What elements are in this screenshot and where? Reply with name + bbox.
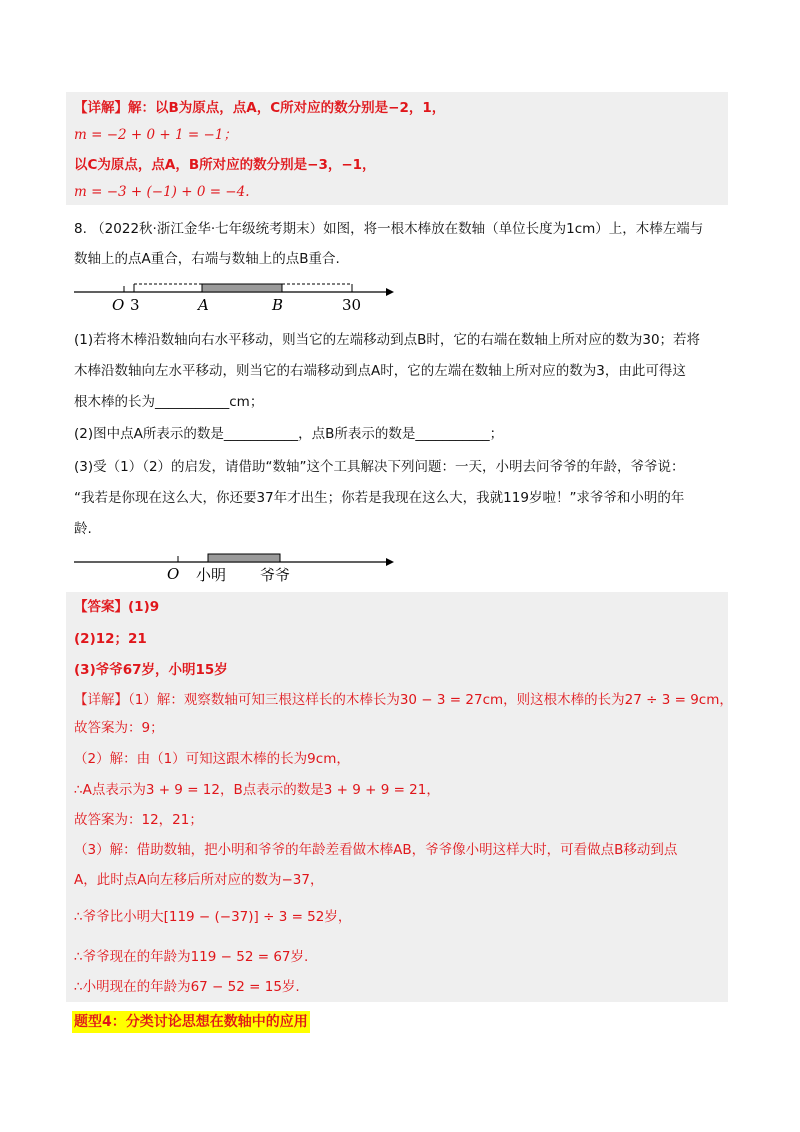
age-stick-rect bbox=[208, 554, 280, 562]
detail-line-1: 【详解】（1）解：观察数轴可知三根这样长的木棒长为30 − 3 = 27cm，则这根木棒的长为27 ÷ 3 = 9cm， bbox=[74, 692, 733, 708]
detail-line-8: ∴爷爷比小明大[119 − (−37)] ÷ 3 = 52岁， bbox=[74, 909, 352, 925]
part3-line-1: (3)受（1）（2）的启发，请借助“数轴”这个工具解决下列问题：一天，小明去问爷爷的年龄，爷爷说： bbox=[74, 459, 685, 475]
section-title: 题型4：分类讨论思想在数轴中的应用 bbox=[72, 1011, 310, 1033]
number-line-diagram-2 bbox=[74, 550, 394, 586]
detail-line-10: ∴小明现在的年龄为67 − 52 = 15岁. bbox=[74, 979, 300, 995]
detail-line-2: 故答案为：9； bbox=[74, 720, 164, 736]
answer-line-3: (3)爷爷67岁，小明15岁 bbox=[74, 662, 228, 678]
label-o: O bbox=[112, 296, 125, 314]
label-a: A bbox=[198, 296, 209, 314]
label-xiaoming: 小明 bbox=[196, 566, 227, 584]
question-line-1: 8. （2022秋·浙江金华·七年级统考期末）如图，将一根木棒放在数轴（单位长度为1cm）上，木棒左端与 bbox=[74, 221, 704, 237]
explanation-line-2: m = −2 + 0 + 1 = −1； bbox=[74, 127, 237, 143]
detail-line-7: A，此时点A向左移后所对应的数为−37， bbox=[74, 872, 324, 888]
part3-line-2: “我若是你现在这么大，你还要37年才出生；你若是我现在这么大，我就119岁啦！”求爷爷和小明的年 bbox=[74, 490, 685, 506]
stick-rect bbox=[202, 284, 282, 292]
part1-line-2: 木棒沿数轴向左水平移动，则当它的右端移动到点A时，它的左端在数轴上所对应的数为3，由此可得这 bbox=[74, 363, 686, 379]
detail-line-3: （2）解：由（1）可知这跟木棒的长为9cm， bbox=[74, 751, 350, 767]
question-line-2: 数轴上的点A重合，右端与数轴上的点B重合. bbox=[74, 251, 340, 267]
number-line-diagram-1 bbox=[74, 278, 394, 318]
label-b: B bbox=[272, 296, 284, 314]
part1-line-3: 根木棒的长为___________cm； bbox=[74, 394, 264, 410]
part2-line: (2)图中点A所表示的数是___________，点B所表示的数是___________； bbox=[74, 426, 504, 442]
detail-line-4: ∴A点表示为3 + 9 = 12，B点表示的数是3 + 9 + 9 = 21， bbox=[74, 782, 440, 798]
label-o-2: O bbox=[167, 565, 180, 583]
label-3: 3 bbox=[130, 296, 140, 314]
explanation-line-4: m = −3 + (−1) + 0 = −4. bbox=[74, 184, 250, 200]
detail-line-6: （3）解：借助数轴，把小明和爷爷的年龄差看做木棒AB，爷爷像小明这样大时，可看做点B移动到点 bbox=[74, 842, 678, 858]
label-yeye: 爷爷 bbox=[260, 566, 291, 584]
answer-line-2: (2)12；21 bbox=[74, 631, 147, 647]
detail-line-9: ∴爷爷现在的年龄为119 − 52 = 67岁. bbox=[74, 949, 309, 965]
part1-line-1: (1)若将木棒沿数轴向右水平移动，则当它的左端移动到点B时，它的右端在数轴上所对应的数为30；若将 bbox=[74, 332, 701, 348]
detail-line-5: 故答案为：12，21； bbox=[74, 812, 203, 828]
explanation-line-3: 以C为原点，点A，B所对应的数分别是−3，−1， bbox=[74, 157, 376, 173]
label-30: 30 bbox=[342, 296, 362, 314]
answer-line-1: 【答案】(1)9 bbox=[74, 599, 160, 615]
axis-arrow-icon-2 bbox=[386, 558, 394, 566]
part3-line-3: 龄. bbox=[74, 521, 92, 537]
axis-arrow-icon bbox=[386, 288, 394, 296]
explanation-line-1: 【详解】解：以B为原点，点A，C所对应的数分别是−2，1， bbox=[74, 100, 446, 116]
